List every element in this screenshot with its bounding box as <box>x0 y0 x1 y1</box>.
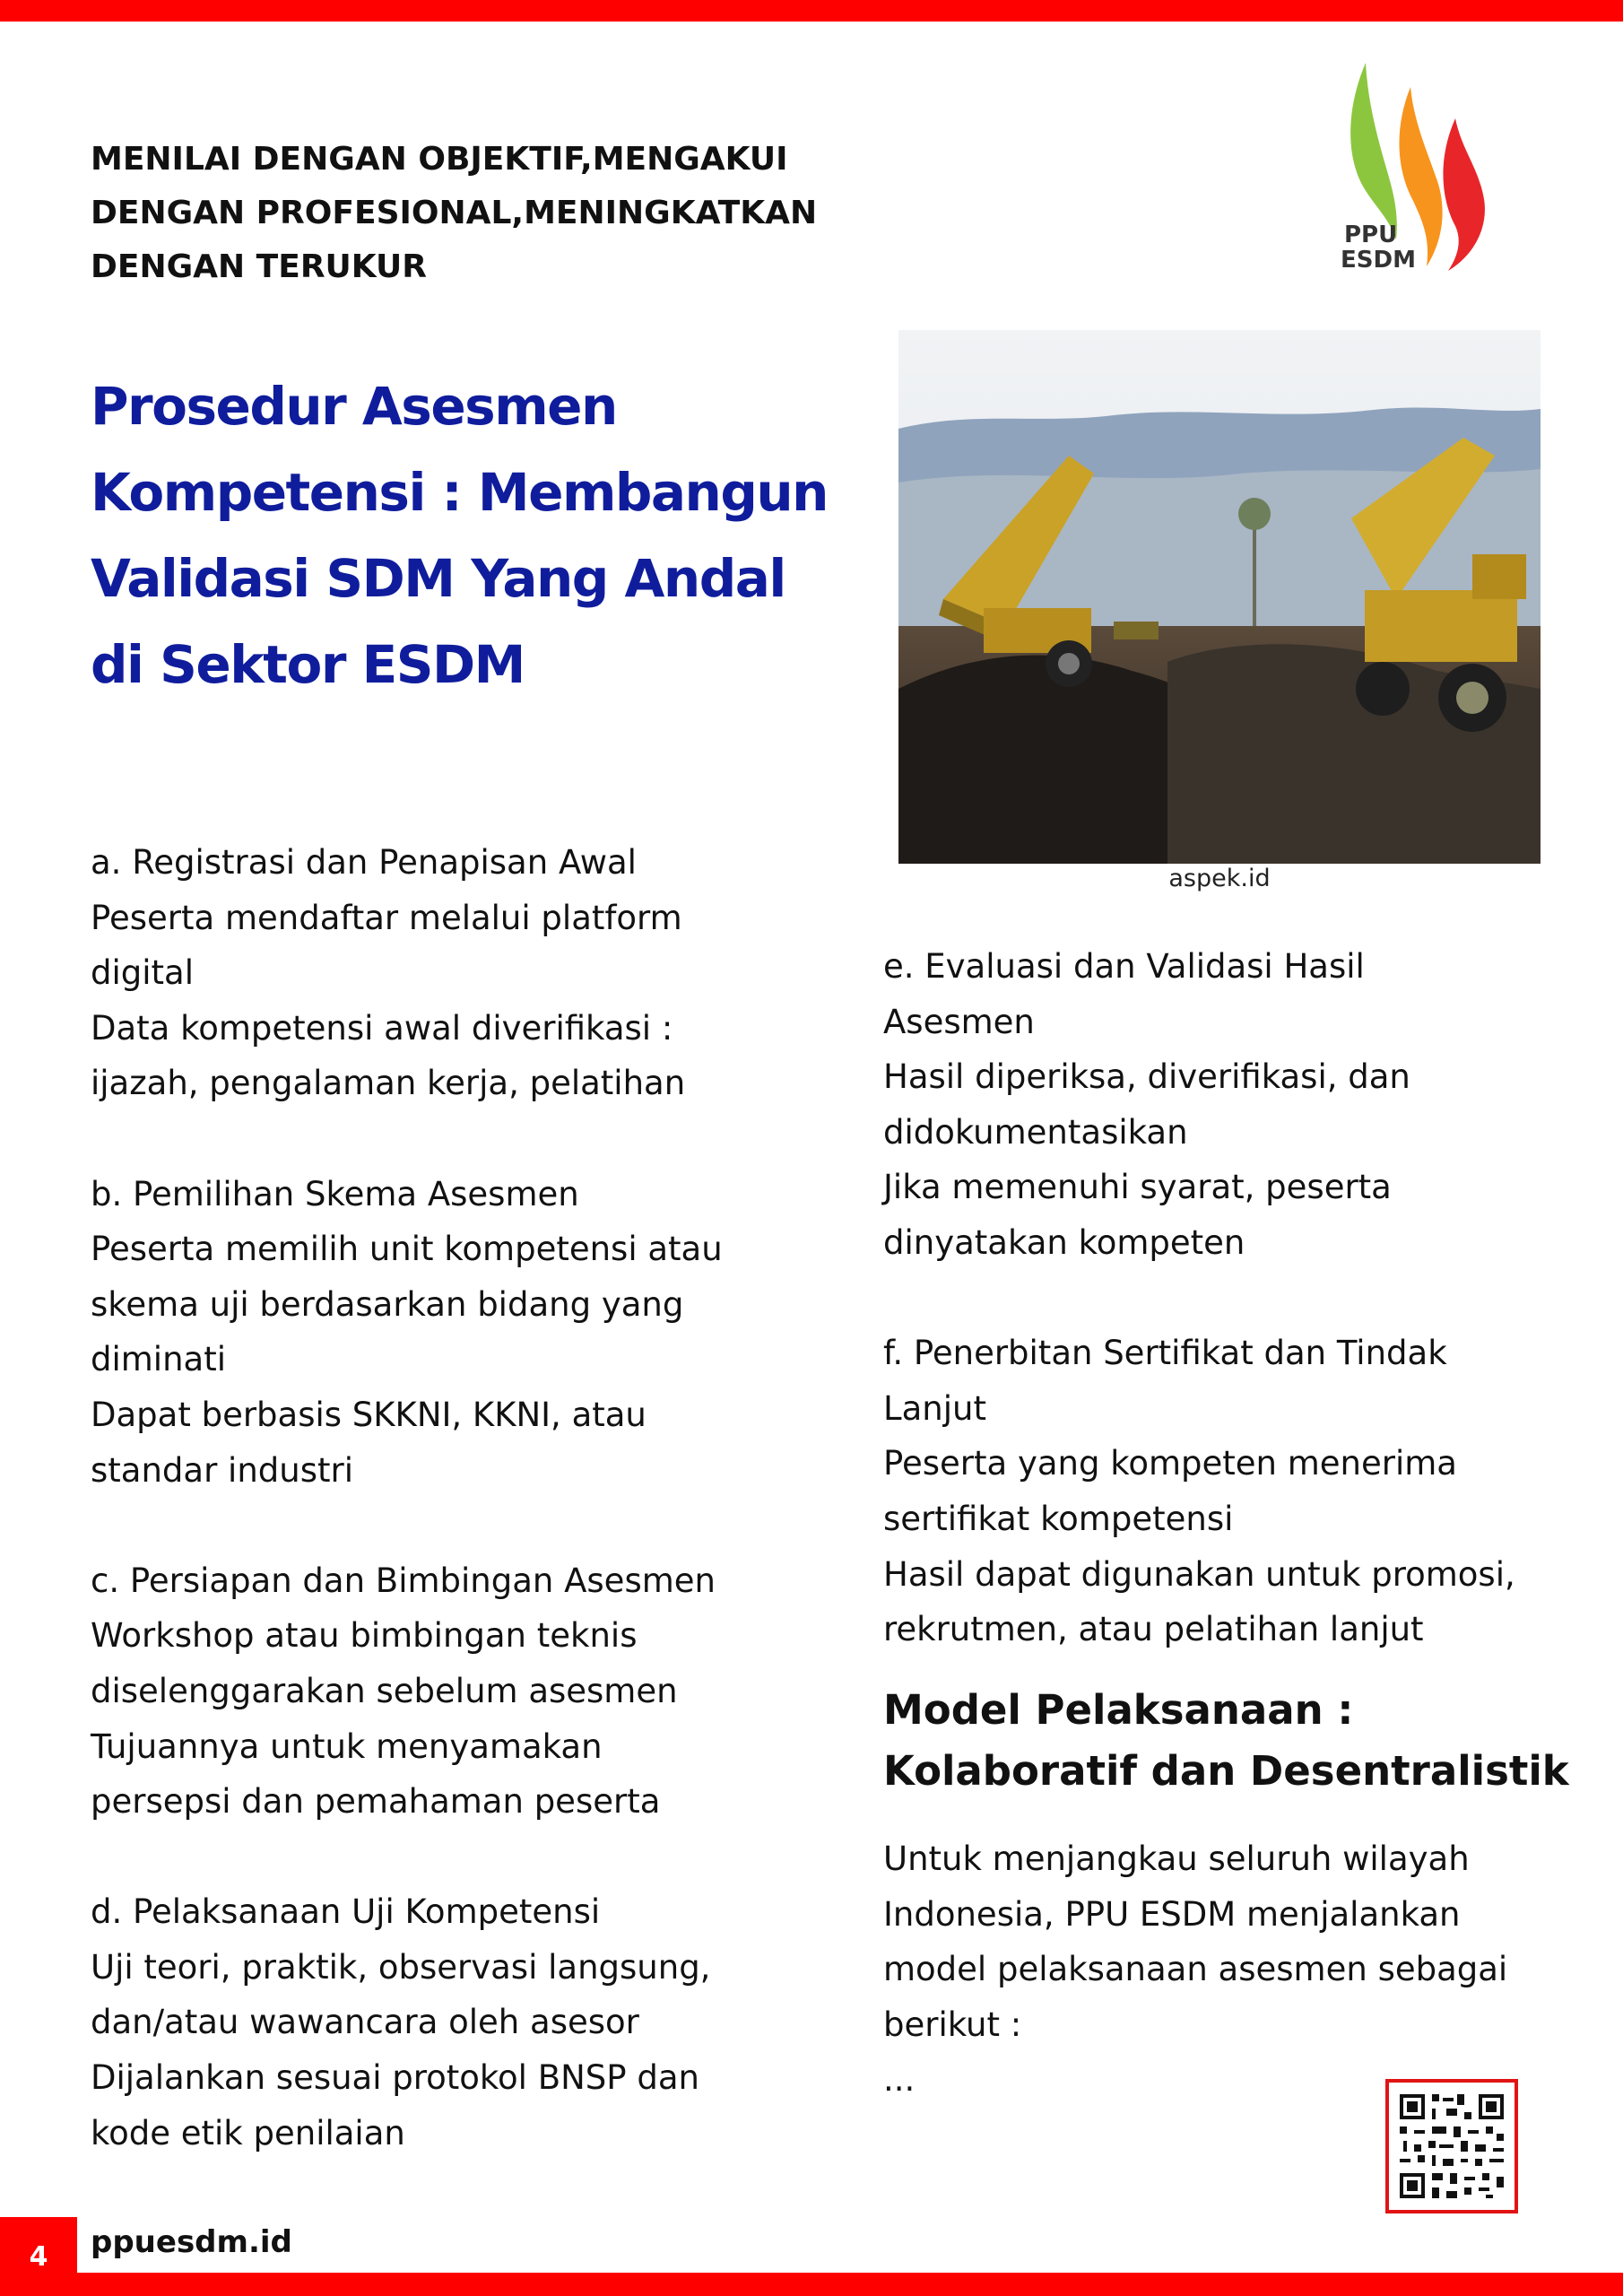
bottom-accent-bar <box>0 2273 1623 2296</box>
intro-text: berikut : <box>883 2005 1022 2044</box>
procedure-steps-left <box>91 835 808 2161</box>
tagline-line: DENGAN PROFESIONAL,MENINGKATKAN <box>91 195 818 231</box>
tagline-line: MENILAI DENGAN OBJEKTIF,MENGAKUI <box>91 141 788 178</box>
step-text: Uji teori, praktik, observasi langsung, <box>91 1947 711 1987</box>
step-text: dan/atau wawancara oleh asesor <box>91 2003 639 2042</box>
step-text: Peserta mendaftar melalui platform <box>91 898 682 937</box>
logo-text-esdm: ESDM <box>1341 247 1416 274</box>
step-text: Asesmen <box>883 1002 1035 1041</box>
footer-website[interactable]: ppuesdm.id <box>91 2224 292 2260</box>
step-text: skema uji berdasarkan bidang yang <box>91 1284 684 1324</box>
tagline-line: DENGAN TERUKUR <box>91 248 427 285</box>
step-text: Dapat berbasis SKKNI, KKNI, atau <box>91 1395 647 1434</box>
page-title <box>91 363 835 708</box>
step-text: Peserta memilih unit kompetensi atau <box>91 1230 723 1269</box>
step-text: dinyatakan kompeten <box>883 1222 1245 1262</box>
ppu-esdm-logo <box>1341 56 1502 280</box>
step-text: rekrutmen, atau pelatihan lanjut <box>883 1610 1424 1649</box>
title-line: Validasi SDM Yang Andal <box>91 548 785 609</box>
step-text: ijazah, pengalaman kerja, pelatihan <box>91 1064 686 1103</box>
procedure-steps-right <box>883 939 1574 1657</box>
step-heading: d. Pelaksanaan Uji Kompetensi <box>91 1892 601 1932</box>
intro-text: Indonesia, PPU ESDM menjalankan <box>883 1894 1461 1934</box>
section-intro <box>883 1831 1574 2108</box>
step-text: Tujuannya untuk menyamakan <box>91 1726 603 1766</box>
step-text: didokumentasikan <box>883 1112 1188 1152</box>
step-heading: a. Registrasi dan Penapisan Awal <box>91 843 637 882</box>
step-text: Peserta yang kompeten menerima <box>883 1444 1457 1483</box>
section-heading <box>883 1680 1601 1802</box>
step-heading: e. Evaluasi dan Validasi Hasil <box>883 947 1365 986</box>
step-heading: c. Persiapan dan Bimbingan Asesmen <box>91 1561 716 1600</box>
step-text: diminati <box>91 1340 226 1379</box>
section-heading-line: Model Pelaksanaan : <box>883 1686 1354 1734</box>
step-text: standar industri <box>91 1450 353 1490</box>
step-text: Hasil dapat digunakan untuk promosi, <box>883 1554 1515 1594</box>
title-line: Prosedur Asesmen <box>91 376 617 437</box>
step-text: diselenggarakan sebelum asesmen <box>91 1671 678 1710</box>
logo-text-ppu: PPU <box>1344 222 1398 248</box>
step-text: Workshop atau bimbingan teknis <box>91 1616 638 1656</box>
title-line: Kompetensi : Membangun <box>91 462 828 523</box>
step-heading: f. Penerbitan Sertifikat dan Tindak <box>883 1334 1447 1373</box>
top-accent-bar <box>0 0 1623 22</box>
intro-ellipsis: ... <box>883 2060 916 2100</box>
step-text: Lanjut <box>883 1388 986 1428</box>
intro-text: Untuk menjangkau seluruh wilayah <box>883 1839 1470 1878</box>
step-text: sertifikat kompetensi <box>883 1499 1234 1538</box>
step-text: persepsi dan pemahaman peserta <box>91 1782 661 1822</box>
intro-text: model pelaksanaan asesmen sebagai <box>883 1950 1508 1989</box>
step-text: Data kompetensi awal diverifikasi : <box>91 1008 673 1048</box>
tagline <box>91 133 880 294</box>
image-caption: aspek.id <box>1168 865 1271 892</box>
title-line: di Sektor ESDM <box>91 634 525 695</box>
step-text: Hasil diperiksa, diverifikasi, dan <box>883 1057 1410 1097</box>
step-heading: b. Pemilihan Skema Asesmen <box>91 1174 579 1213</box>
step-text: kode etik penilaian <box>91 2113 405 2152</box>
qr-code[interactable] <box>1385 2079 1518 2213</box>
page-number: 4 <box>0 2217 77 2296</box>
section-heading-line: Kolaboratif dan Desentralistik <box>883 1747 1569 1795</box>
mining-photo <box>898 330 1541 864</box>
step-text: Jika memenuhi syarat, peserta <box>883 1168 1392 1207</box>
step-text: digital <box>91 953 194 993</box>
step-text: Dijalankan sesuai protokol BNSP dan <box>91 2058 699 2098</box>
